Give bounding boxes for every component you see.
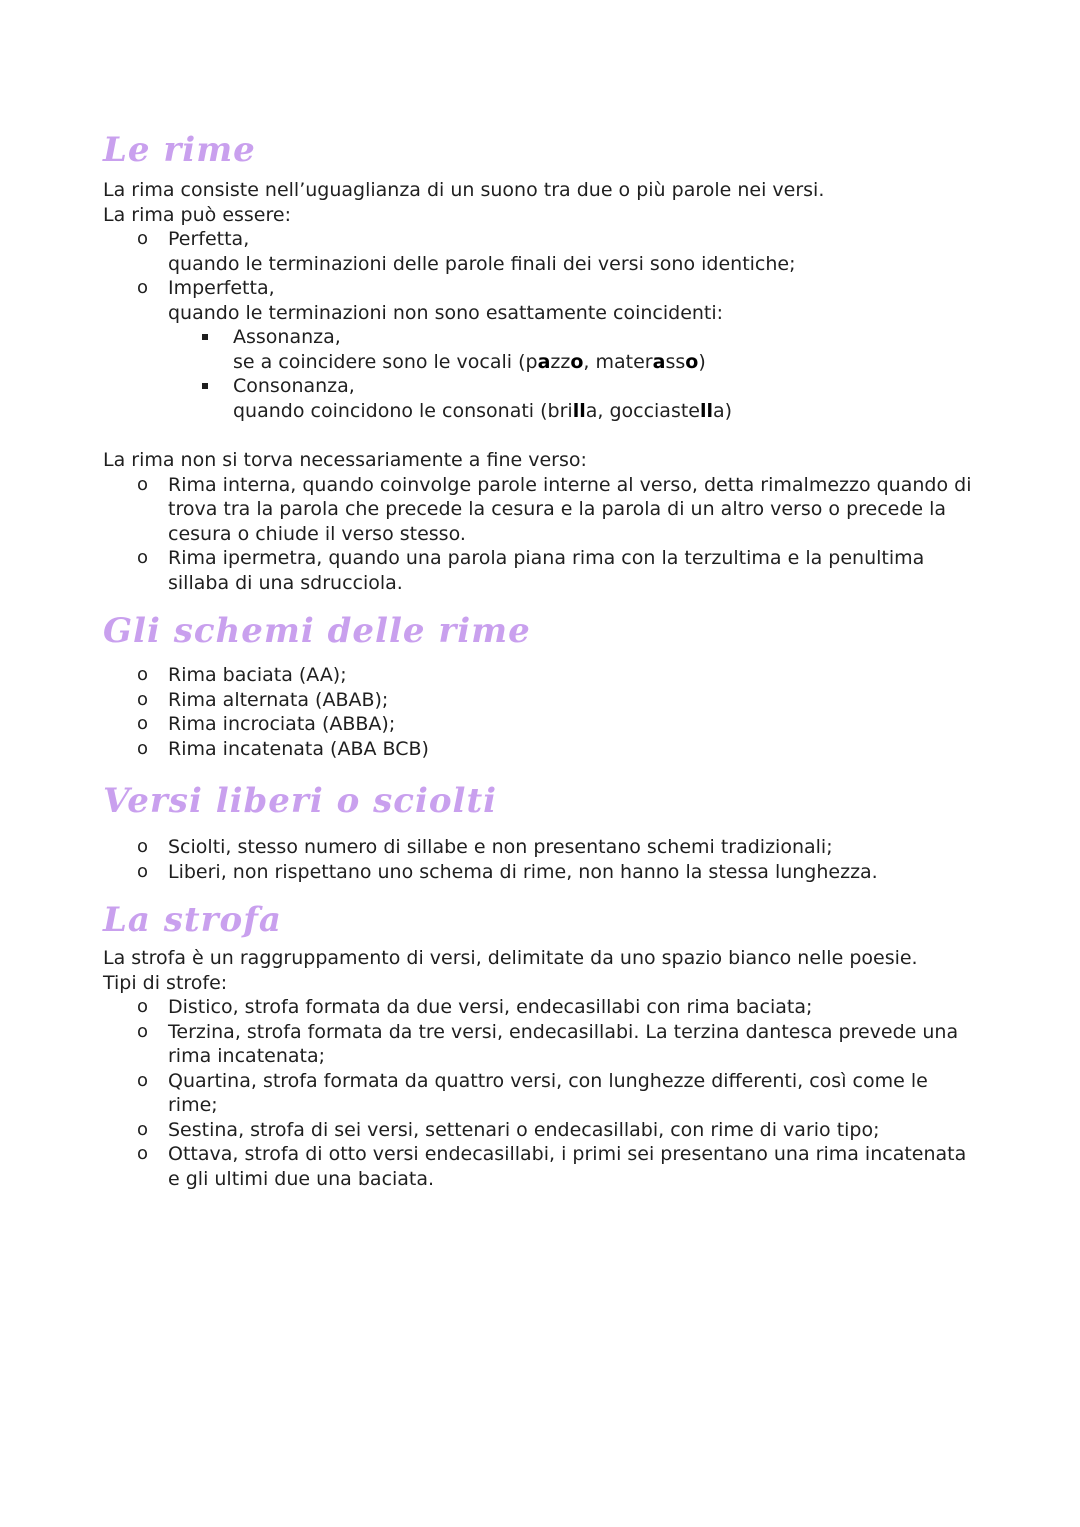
item-desc: se a coincidere sono le vocali (pazzo, materasso)	[233, 350, 706, 373]
item-title: Consonanza,	[233, 375, 355, 397]
paragraph: La rima non si torva necessariamente a fine verso:	[103, 449, 587, 471]
list-item: o Rima alternata (ABAB);	[103, 688, 983, 713]
list-item: o Rima interna, quando coinvolge parole interne al verso, detta rimalmezzo quando di trova tra la parola che precede la cesura e la parola di un altro verso o precede la cesura o chiude il verso stesso.	[103, 473, 983, 547]
sublist-item	[103, 374, 983, 423]
list-item	[103, 276, 983, 325]
rima-types-list	[103, 227, 983, 325]
list-item: o Sestina, strofa di sei versi, settenari o endecasillabi, con rime di vario tipo;	[103, 1118, 973, 1143]
heading-strofa: La strofa	[103, 900, 282, 940]
paragraph: La strofa è un raggruppamento di versi, delimitate da uno spazio bianco nelle poesie.	[103, 947, 918, 969]
paragraph: La rima può essere:	[103, 203, 291, 226]
list-item	[103, 227, 983, 276]
item-desc: quando le terminazioni non sono esattamente coincidenti:	[168, 301, 724, 324]
item-desc: quando coincidono le consonati (brilla, gocciastella)	[233, 399, 733, 422]
versi-list	[103, 835, 983, 884]
list-item: o Rima incrociata (ABBA);	[103, 712, 983, 737]
imperfetta-sublist	[103, 325, 983, 423]
list-item: o Rima baciata (AA);	[103, 663, 983, 688]
item-desc: quando le terminazioni delle parole finali dei versi sono identiche;	[168, 252, 796, 275]
sublist-item	[103, 325, 983, 374]
item-title: o Imperfetta,	[168, 277, 275, 299]
rima-position-list	[103, 473, 983, 596]
item-title: o Perfetta,	[168, 228, 250, 250]
list-item: o Distico, strofa formata da due versi, endecasillabi con rima baciata;	[103, 995, 973, 1020]
heading-schemi: Gli schemi delle rime	[103, 611, 531, 651]
list-item: o Rima incatenata (ABA BCB)	[103, 737, 983, 762]
paragraph: La rima consiste nell’uguaglianza di un suono tra due o più parole nei versi.	[103, 179, 825, 201]
item-title: Assonanza,	[233, 326, 341, 348]
list-item: o Ottava, strofa di otto versi endecasillabi, i primi sei presentano una rima incatenata e gli ultimi due una baciata.	[103, 1142, 973, 1191]
list-item: o Quartina, strofa formata da quattro versi, con lunghezze differenti, così come le rime;	[103, 1069, 973, 1118]
heading-le-rime: Le rime	[103, 130, 256, 170]
paragraph: Tipi di strofe:	[103, 971, 228, 994]
list-item: o Sciolti, stesso numero di sillabe e non presentano schemi tradizionali;	[103, 835, 983, 860]
schemi-list	[103, 663, 983, 761]
list-item: o Liberi, non rispettano uno schema di rime, non hanno la stessa lunghezza.	[103, 860, 983, 885]
list-item: o Terzina, strofa formata da tre versi, endecasillabi. La terzina dantesca prevede una rima incatenata;	[103, 1020, 973, 1069]
document-page	[103, 128, 983, 1191]
list-item: o Rima ipermetra, quando una parola piana rima con la terzultima e la penultima sillaba di una sdrucciola.	[103, 546, 983, 595]
strofe-list	[103, 995, 973, 1191]
heading-versi: Versi liberi o sciolti	[103, 781, 498, 821]
